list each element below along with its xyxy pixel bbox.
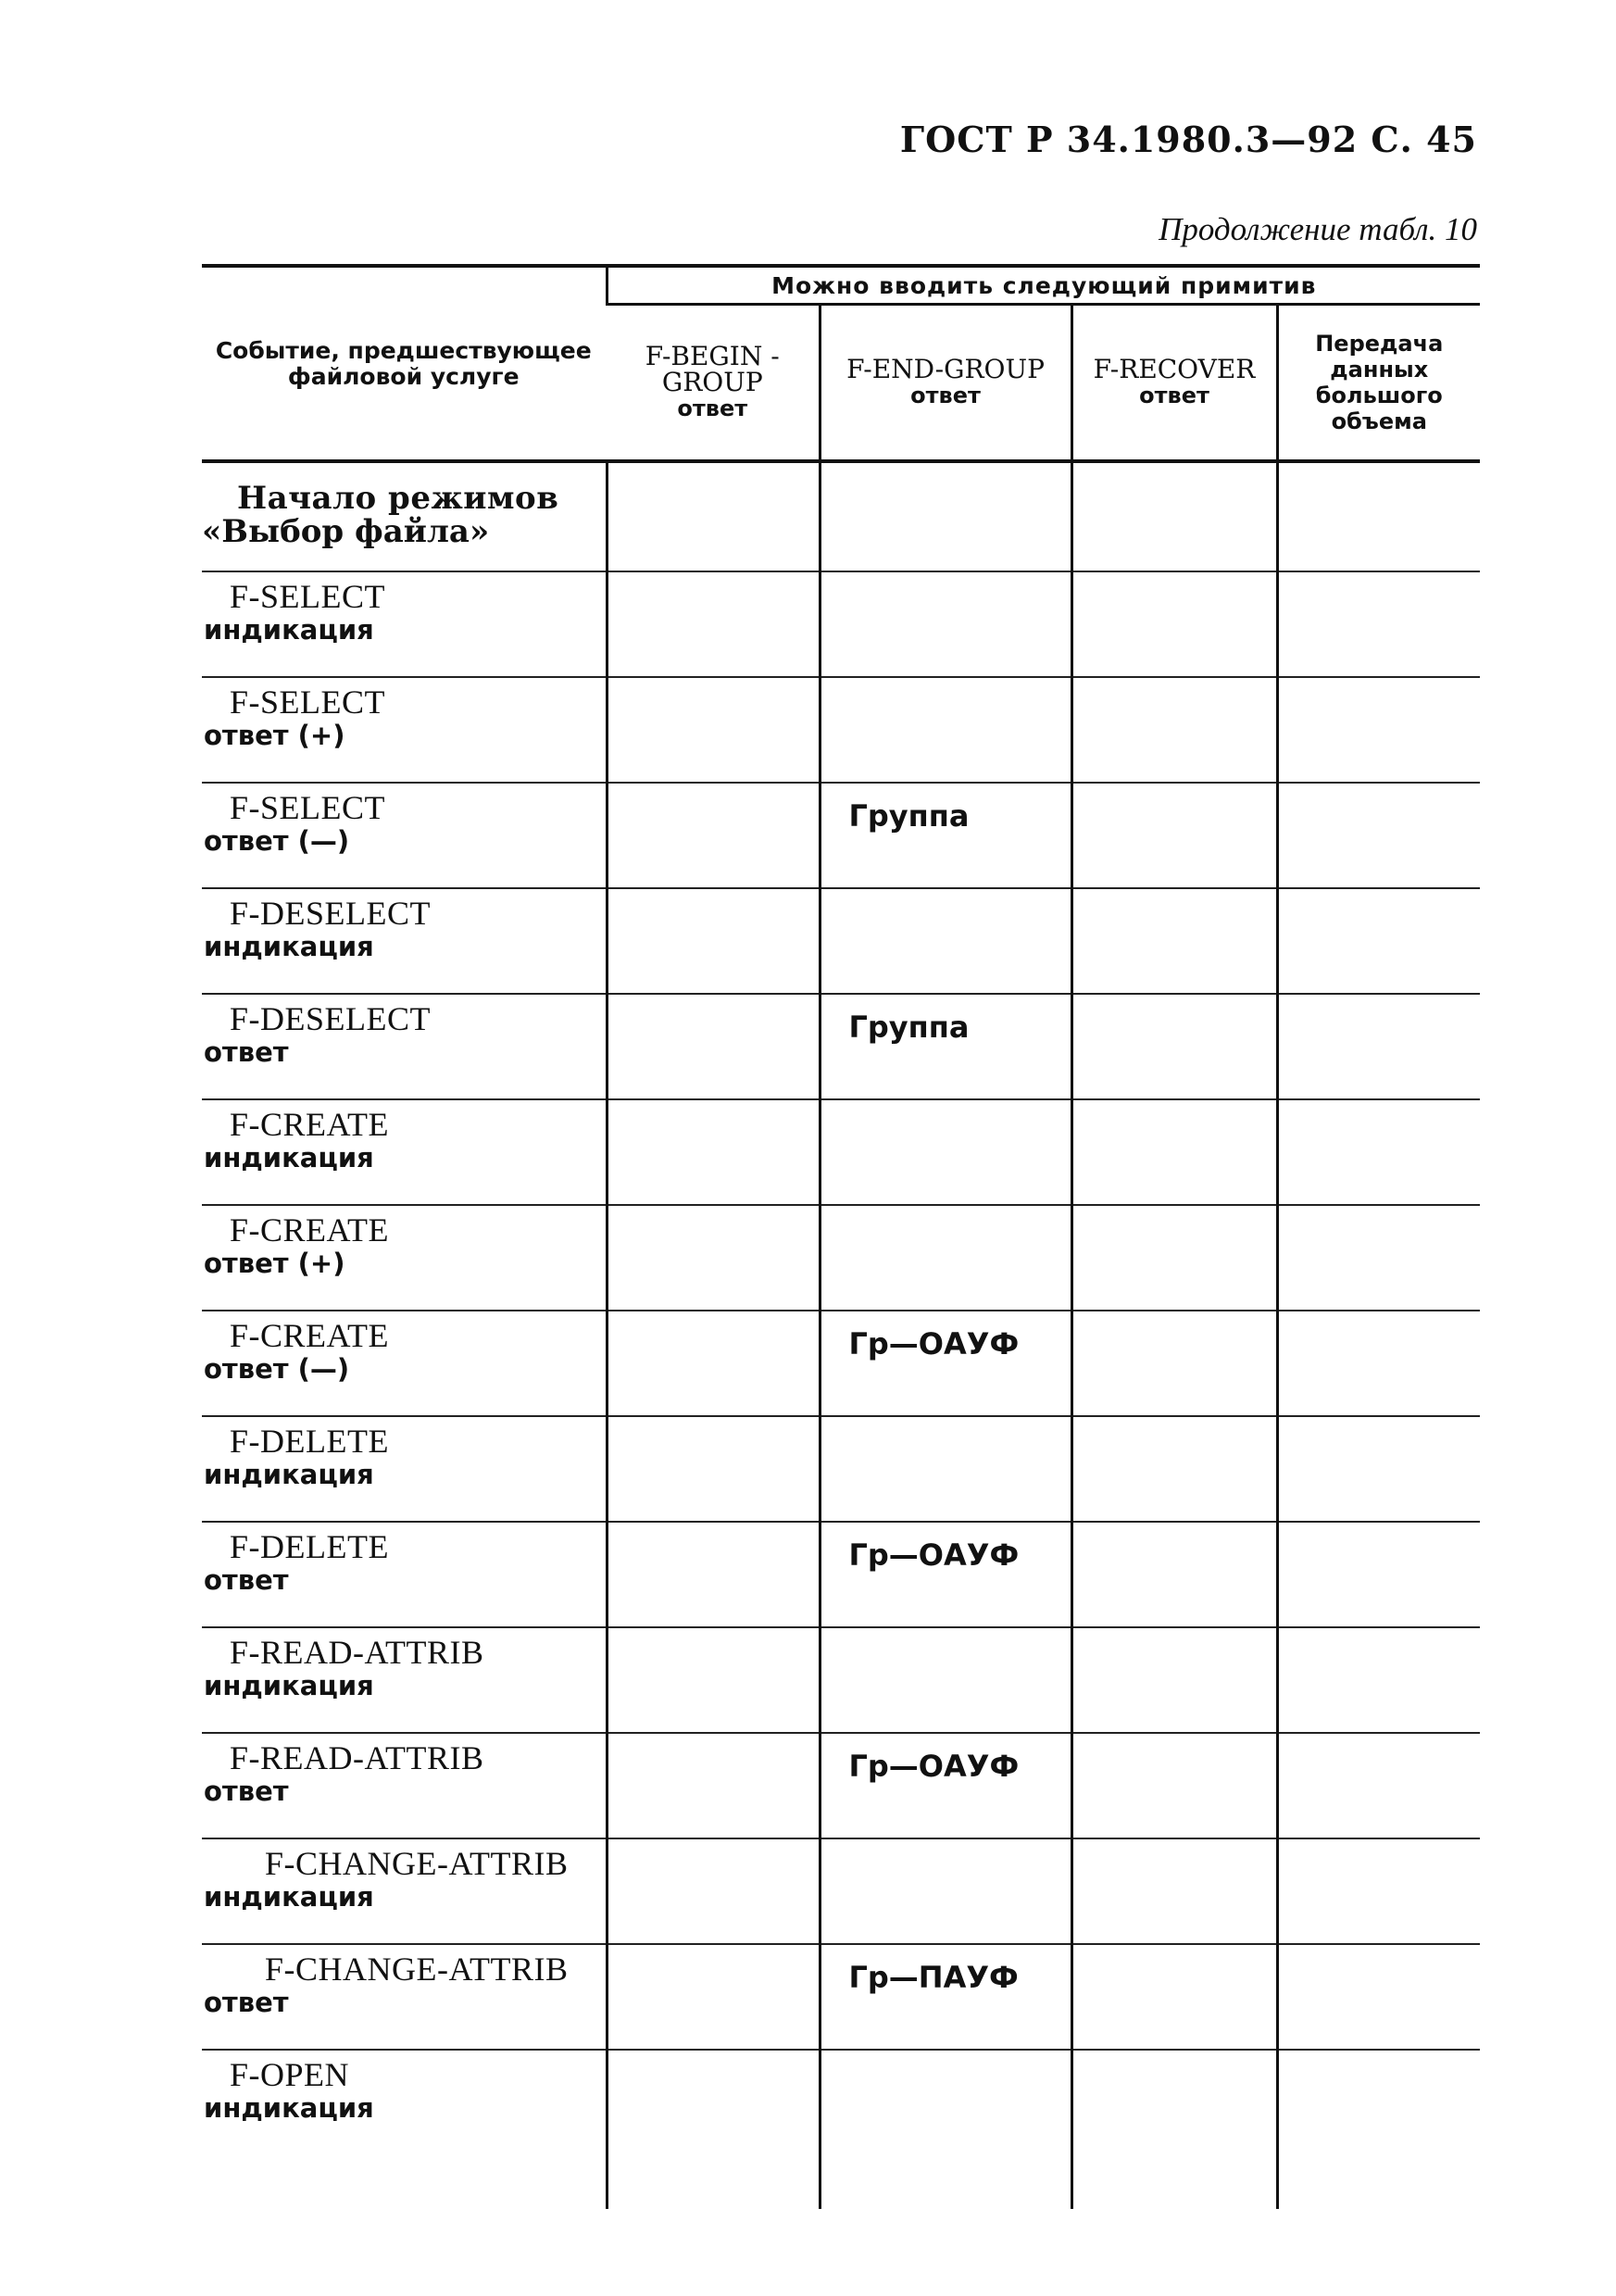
table-row [202,677,1480,783]
bulk-transfer-cell [1277,1838,1480,1944]
event-primitive: F-CHANGE-ATTRIB [265,1845,569,1882]
table-row [202,1416,1480,1522]
table-header-row-1 [202,266,1480,305]
table-row [202,1522,1480,1627]
end-group-cell [820,571,1071,677]
begin-group-cell [607,1311,820,1416]
begin-group-cell [607,888,820,994]
begin-group-cell [607,1627,820,1733]
event-type: индикация [204,1670,374,1701]
begin-group-cell [607,1099,820,1205]
table-body [202,461,1480,2209]
recover-cell [1071,1099,1277,1205]
primitive-table-wrap [202,264,1480,2209]
event-type: ответ (+) [204,720,345,751]
end-group-cell [820,1416,1071,1522]
end-group-cell: Группа [820,783,1071,888]
column-header-end-group [820,305,1071,462]
bulk-transfer-cell [1277,2050,1480,2209]
begin-group-cell [607,1522,820,1627]
bulk-transfer-cell [1277,571,1480,677]
event-column-header: Событие, предшествующее файловой услуге [202,266,607,461]
end-group-cell [820,1627,1071,1733]
event-cell [202,1205,607,1311]
bulk-transfer-cell [1277,1733,1480,1838]
event-cell [202,1838,607,1944]
event-type: индикация [204,1459,374,1490]
event-type: ответ [204,1036,289,1068]
event-type: ответ (—) [204,825,350,857]
column-type-label: ответ [677,395,748,421]
recover-cell [1071,1838,1277,1944]
end-group-cell: Группа [820,994,1071,1099]
bulk-transfer-cell [1277,1944,1480,2050]
end-group-cell: Гр—ОАУФ [820,1733,1071,1838]
begin-group-cell [607,2050,820,2209]
event-primitive: F-CREATE [230,1317,390,1354]
event-type: индикация [204,1881,374,1913]
event-primitive: F-DESELECT [230,1000,431,1037]
end-group-cell [820,1205,1071,1311]
bulk-transfer-cell [1277,677,1480,783]
column-type-label: Передача данных большого объема [1315,331,1444,434]
column-type-label: ответ [1139,383,1209,408]
primitive-table [202,264,1480,2209]
event-type: индикация [204,614,374,646]
end-group-cell [820,888,1071,994]
event-cell [202,2050,607,2209]
recover-cell [1071,1627,1277,1733]
event-primitive: F-CREATE [230,1106,390,1143]
event-primitive: F-READ-ATTRIB [230,1739,484,1776]
event-cell [202,783,607,888]
table-row [202,2050,1480,2209]
table-row [202,1099,1480,1205]
recover-cell [1071,1311,1277,1416]
end-group-cell [820,2050,1071,2209]
bulk-transfer-cell [1277,461,1480,571]
table-row [202,1627,1480,1733]
end-group-cell [820,1099,1071,1205]
bulk-transfer-cell [1277,994,1480,1099]
recover-cell [1071,1733,1277,1838]
table-continuation-caption: Продолжение табл. 10 [1159,211,1477,247]
recover-cell [1071,1522,1277,1627]
begin-group-cell [607,1205,820,1311]
event-cell [202,677,607,783]
event-cell [202,1311,607,1416]
event-cell [202,888,607,994]
recover-cell [1071,1205,1277,1311]
begin-group-cell [607,1944,820,2050]
table-row [202,1311,1480,1416]
begin-group-cell [607,461,820,571]
bulk-transfer-cell [1277,888,1480,994]
column-header-begin-group [607,305,820,462]
event-primitive: Начало режимов [237,480,559,517]
event-type: ответ (+) [204,1248,345,1279]
begin-group-cell [607,994,820,1099]
event-primitive: F-DESELECT [230,895,431,932]
event-type: «Выбор файла» [202,513,490,550]
recover-cell [1071,888,1277,994]
table-row [202,994,1480,1099]
column-primitive-label: F-RECOVER [1093,354,1256,384]
bulk-transfer-cell [1277,1205,1480,1311]
event-cell [202,1627,607,1733]
begin-group-cell [607,783,820,888]
event-type: индикация [204,2092,374,2124]
column-header-recover [1071,305,1277,462]
table-row [202,571,1480,677]
event-type: ответ [204,1987,289,2018]
table-row [202,461,1480,571]
table-row [202,1733,1480,1838]
end-group-cell: Гр—ОАУФ [820,1311,1071,1416]
event-primitive: F-DELETE [230,1423,389,1460]
event-primitive: F-DELETE [230,1528,389,1565]
end-group-cell [820,1838,1071,1944]
table-row [202,1205,1480,1311]
table-row [202,1944,1480,2050]
event-primitive: F-SELECT [230,789,386,826]
column-type-label: ответ [910,383,981,408]
bulk-transfer-cell [1277,1627,1480,1733]
bulk-transfer-cell [1277,1522,1480,1627]
begin-group-cell [607,1733,820,1838]
recover-cell [1071,571,1277,677]
event-cell [202,1099,607,1205]
event-primitive: F-READ-ATTRIB [230,1634,484,1671]
recover-cell [1071,1944,1277,2050]
event-type: ответ (—) [204,1353,350,1385]
document-reference: ГОСТ Р 34.1980.3—92 С. 45 [899,119,1477,160]
end-group-cell: Гр—ОАУФ [820,1522,1071,1627]
end-group-cell [820,461,1071,571]
recover-cell [1071,994,1277,1099]
begin-group-cell [607,1416,820,1522]
begin-group-cell [607,677,820,783]
event-primitive: F-SELECT [230,684,386,721]
recover-cell [1071,1416,1277,1522]
event-primitive: F-OPEN [230,2056,350,2093]
table-row [202,888,1480,994]
recover-cell [1071,677,1277,783]
event-type: индикация [204,931,374,962]
column-primitive-label: F-END-GROUP [846,354,1045,384]
column-primitive-label: F-BEGIN -GROUP [645,341,780,397]
recover-cell [1071,2050,1277,2209]
event-type: ответ [204,1775,289,1807]
event-cell [202,994,607,1099]
bulk-transfer-cell [1277,1099,1480,1205]
bulk-transfer-cell [1277,1311,1480,1416]
event-cell [202,1944,607,2050]
table-row [202,783,1480,888]
event-cell [202,1733,607,1838]
event-primitive: F-SELECT [230,578,386,615]
table-row [202,1838,1480,1944]
event-primitive: F-CREATE [230,1211,390,1248]
event-primitive: F-CHANGE-ATTRIB [265,1951,569,1988]
recover-cell [1071,783,1277,888]
begin-group-cell [607,571,820,677]
bulk-transfer-cell [1277,1416,1480,1522]
begin-group-cell [607,1838,820,1944]
event-cell [202,1522,607,1627]
primitive-group-header: Можно вводить следующий примитив [607,266,1480,305]
end-group-cell: Гр—ПАУФ [820,1944,1071,2050]
event-type: ответ [204,1564,289,1596]
event-cell [202,461,607,571]
event-cell [202,1416,607,1522]
bulk-transfer-cell [1277,783,1480,888]
end-group-cell [820,677,1071,783]
event-type: индикация [204,1142,374,1173]
event-cell [202,571,607,677]
column-header-bulk-transfer [1277,305,1480,462]
recover-cell [1071,461,1277,571]
